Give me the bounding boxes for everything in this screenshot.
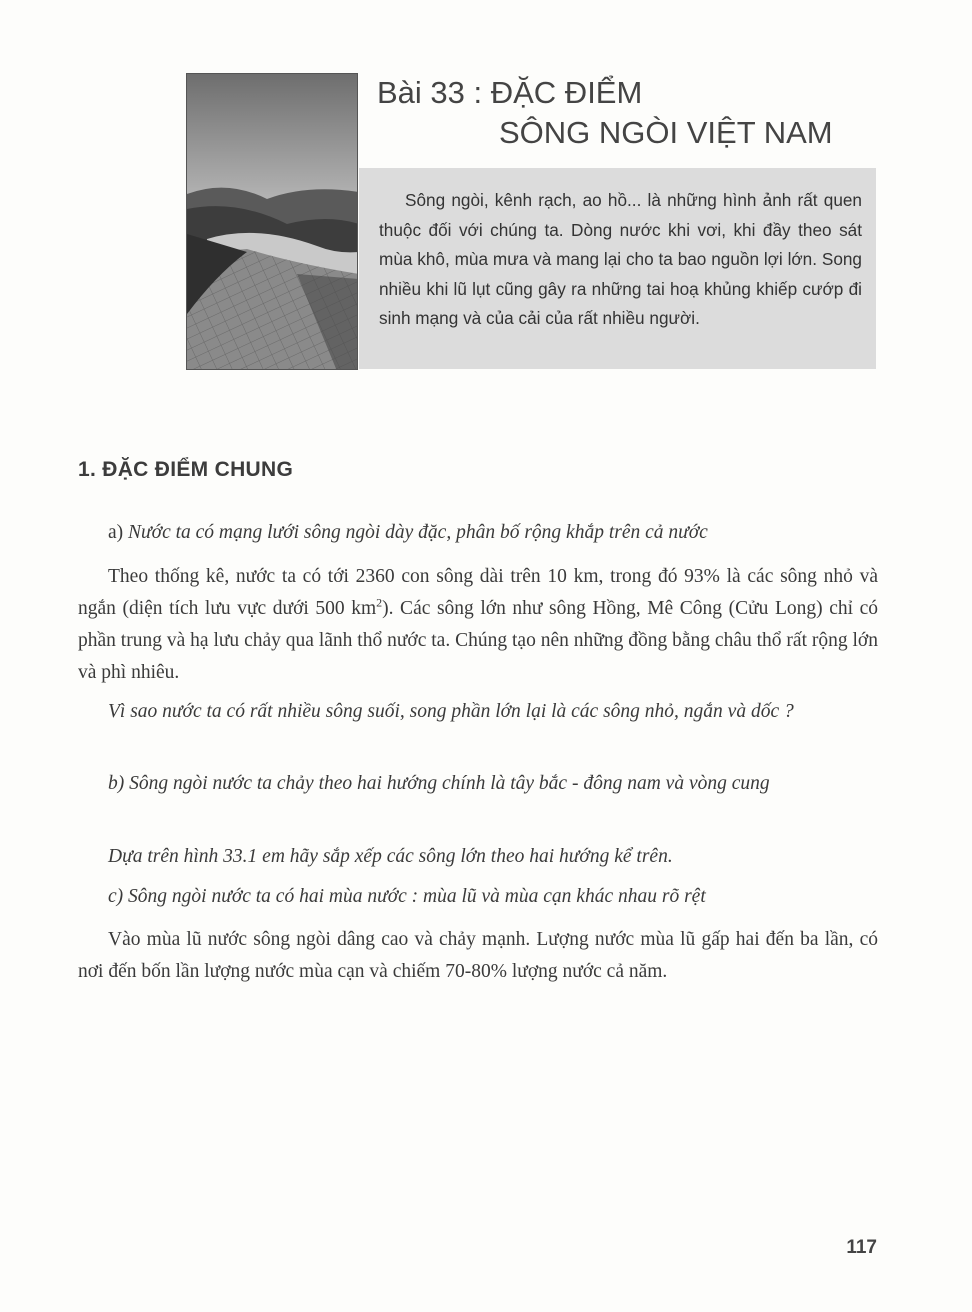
subsection-c-paragraph: Vào mùa lũ nước sông ngòi dâng cao và chảy mạnh. Lượng nước mùa lũ gấp hai đến ba lần, có nơi đến bốn lần lượng nước mùa cạn và chiếm 70-80% lượng nước cả năm. [78,929,878,982]
subsection-c-title: c) Sông ngòi nước ta có hai mùa nước : mùa lũ và mùa cạn khác nhau rõ rệt [108,886,706,907]
lesson-title [377,73,833,153]
river-dam-photo [186,73,358,370]
page-number: 117 [846,1237,877,1258]
subsection-a-heading: Nước ta có mạng lưới sông ngòi dày đặc, phân bố rộng khắp trên cả nước [128,522,708,543]
lesson-title-line2: SÔNG NGÒI VIỆT NAM [499,115,833,150]
intro-box [359,168,876,369]
subsection-b-title: b) Sông ngòi nước ta chảy theo hai hướng chính là tây bắc - đông nam và vòng cung [108,773,770,794]
subsection-a-prefix: a) [108,522,129,543]
lesson-title-line1: Bài 33 : ĐẶC ĐIỂM [377,75,643,110]
subsection-a-title [78,517,878,549]
subsection-a-paragraph: Theo thống kê, nước ta có tới 2360 con sông dài trên 10 km, trong đó 93% là các sông nhỏ và ngắn (diện tích lưu vực dưới 500 $km^2$). Các sông lớn như sông Hồng, Mê Công (Cửu Long) chỉ có phần trung và hạ lưu chảy qua lãnh thổ nước ta. Chúng tạo nên những đồng bằng châu thổ rất rộng lớn và phì nhiêu. [78,566,879,683]
subsection-a-question: Vì sao nước ta có rất nhiều sông suối, song phần lớn lại là các sông nhỏ, ngắn và dốc ? [108,701,794,722]
section-heading: 1. ĐẶC ĐIỂM CHUNG [78,458,294,481]
intro-text: Sông ngòi, kênh rạch, ao hồ... là những hình ảnh rất quen thuộc đối với chúng ta. Dòng nước khi vơi, khi đầy theo sát mùa khô, mùa mưa và mang lại cho ta bao nguồn lợi lớn. Song nhiều khi lũ lụt cũng gây ra những tai hoạ khủng khiếp cướp đi sinh mạng và của cải của rất nhiều người. [379,190,862,328]
superscript-2: 2 [376,595,383,610]
subsection-b-question: Dựa trên hình 33.1 em hãy sắp xếp các sông lớn theo hai hướng kể trên. [108,846,673,867]
